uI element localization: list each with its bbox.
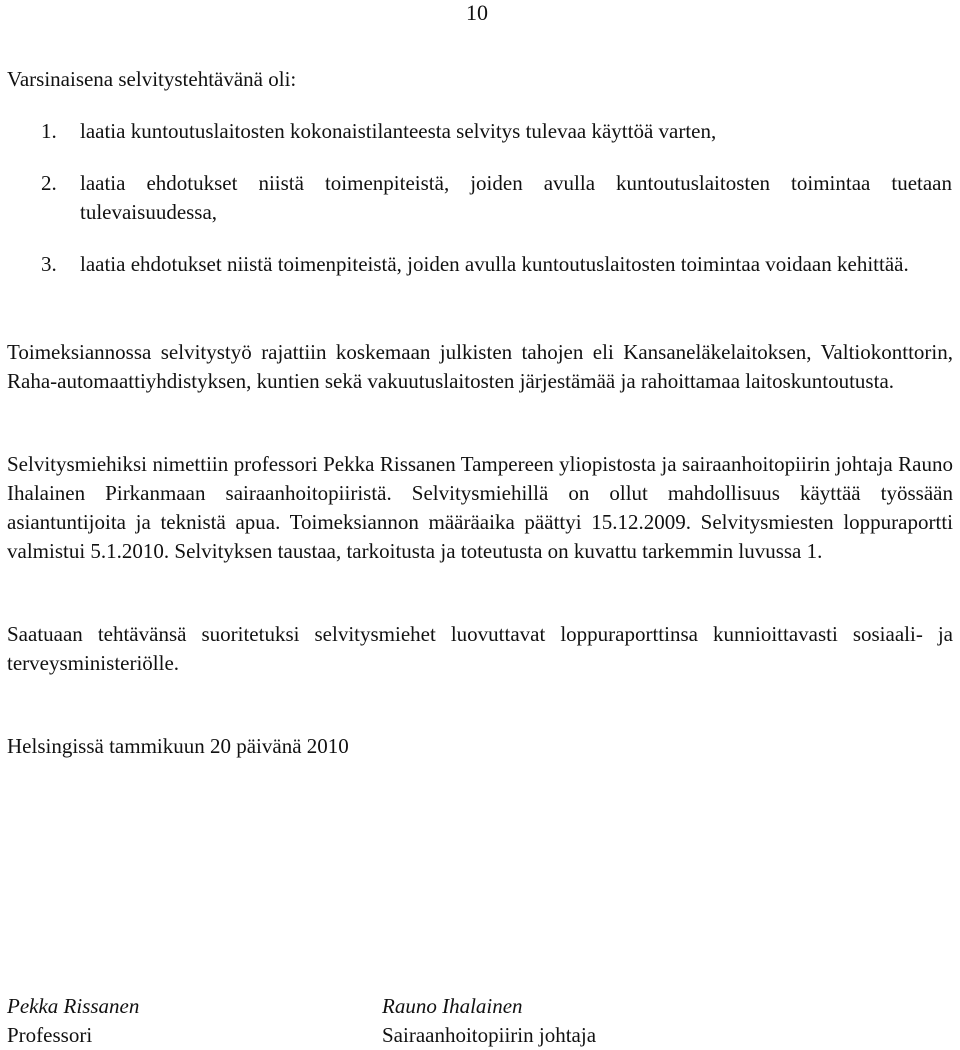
list-item-number: 2. [41,171,57,195]
place-and-date: Helsingissä tammikuun 20 päivänä 2010 [7,734,349,758]
list-item [0,117,960,146]
list-item-number: 3. [41,252,57,276]
appointees-paragraph: Selvitysmiehiksi nimettiin professori Pekka Rissanen Tampereen yliopistosta ja sairaanhoitopiirin johtaja Rauno Ihalainen Pirkanmaan sairaanhoitopiiristä. Selvitysmiehillä on ollut mahdollisuus käyttää työssään asiantuntijoita ja teknistä apua. Toimeksiannon määräaika päättyi 15.12.2009. Selvitysmiesten loppuraportti valmistui 5.1.2010. Selvityksen taustaa, tarkoitusta ja toteutusta on kuvattu tarkemmin luvussa 1. [7,452,953,563]
list-item [0,169,960,227]
list-item-number: 1. [41,119,57,143]
list-item [0,250,960,279]
list-item-text: laatia kuntoutuslaitosten kokonaistilanteesta selvitys tulevaa käyttöä varten, [80,119,717,143]
signatory-name: Rauno Ihalainen [382,994,523,1018]
signature-block [7,992,139,1050]
page-number: 10 [466,0,488,25]
signatory-title: Sairaanhoitopiirin johtaja [382,1023,597,1047]
signatory-name: Pekka Rissanen [7,994,140,1018]
task-list [0,117,960,302]
list-item-text: laatia ehdotukset niistä toimenpiteistä, joiden avulla kuntoutuslaitosten toimintaa tuetaan tulevaisuudessa, [80,171,952,224]
delivery-paragraph: Saatuaan tehtävänsä suoritetuksi selvitysmiehet luovuttavat loppuraporttinsa kunnioittavasti sosiaali- ja terveysministeriölle. [7,622,953,675]
signature-block [382,992,596,1050]
signatory-title: Professori [7,1023,93,1047]
scope-paragraph: Toimeksiannossa selvitystyö rajattiin koskemaan julkisten tahojen eli Kansaneläkelaitoksen, Valtiokonttorin, Raha-automaattiyhdistyksen, kuntien sekä vakuutuslaitosten järjestämää ja rahoittamaa laitoskuntoutusta. [7,340,953,393]
intro-heading: Varsinaisena selvitystehtävänä oli: [7,67,297,91]
list-item-text: laatia ehdotukset niistä toimenpiteistä, joiden avulla kuntoutuslaitosten toimintaa voidaan kehittää. [80,252,909,276]
